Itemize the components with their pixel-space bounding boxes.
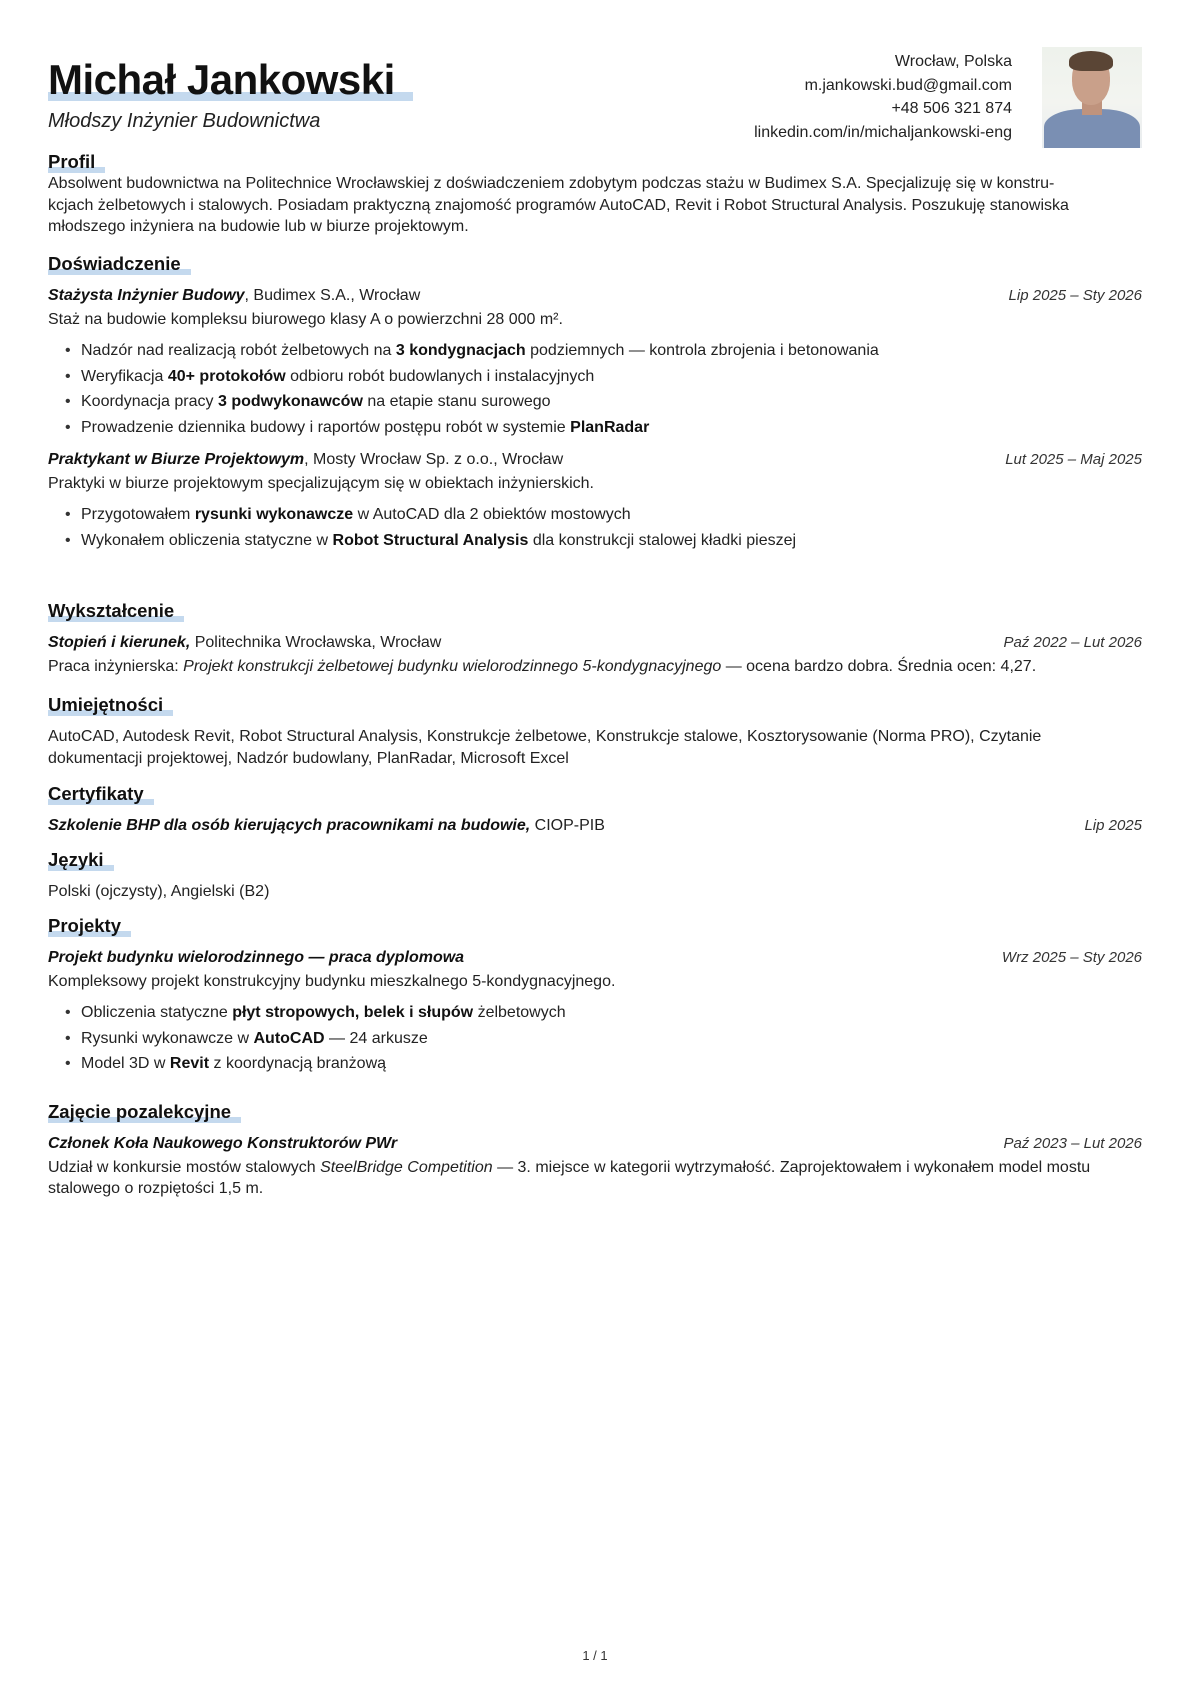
education-date: Paź 2022 – Lut 2026 [1003,634,1142,651]
section-title-profile [48,151,1142,173]
skills-line: AutoCAD, Autodesk Revit, Robot Structural Analysis, Konstrukcje żelbetowe, Konstrukcje stalowe, Kosztorysowanie (Norma PRO), Czytanie [48,728,1042,745]
job-bullets [48,338,1142,440]
bullet-text: Obliczenia statyczne [81,1004,233,1021]
section-title-education [48,600,1142,622]
activity-date: Paź 2023 – Lut 2026 [1003,1135,1142,1152]
section-title-experience [48,253,1142,275]
project-date: Wrz 2025 – Sty 2026 [1001,949,1142,966]
job-title: Młodszy Inżynier Budownictwa [48,110,321,132]
section-title-text: Zajęcie pozalekcyjne [48,1101,232,1122]
contact-linkedin[interactable]: linkedin.com/in/michaljankowski-eng [754,123,1012,141]
activity-line [48,1157,1142,1179]
contact-email[interactable]: m.jankowski.bud@gmail.com [804,76,1012,94]
certificate-issuer: CIOP-PIB [530,817,605,834]
job-company: , Budimex S.A., Wrocław [244,287,421,304]
bullet-item [48,338,1142,364]
bullet-text: — 24 arkusze [324,1029,428,1047]
bullet-bold: płyt stropowych, belek i słupów [232,1004,474,1021]
section-extracurricular [48,1101,1142,1200]
section-certificates [48,783,1142,837]
certificate-date: Lip 2025 [1084,817,1142,834]
section-profile [48,151,1142,238]
section-title-extracurricular [48,1101,1142,1123]
section-title-text: Wykształcenie [48,600,175,621]
education-thesis [48,656,1142,678]
bullet-text: Przygotowałem [81,506,195,523]
bullet-bold: 3 kondygnacjach [395,342,526,359]
bullet-text: Weryfikacja [81,367,168,385]
activity-description [48,1157,1142,1200]
bullet-item [48,502,1142,528]
activity-name: Członek Koła Naukowego Konstruktorów PWr [48,1135,398,1152]
profile-line: młodszego inżyniera na budowie lub w biurze projektowym. [48,218,469,235]
section-experience [48,253,1142,553]
skills-list [48,726,1142,769]
bullet-text: z koordynacją branżową [209,1055,387,1072]
job-entry [48,449,1142,553]
bullet-text: w AutoCAD dla 2 obiektów mostowych [353,506,631,523]
resume-header [48,53,1142,156]
bullet-item [48,1026,1142,1052]
contact-info [754,50,1012,144]
certificate-name: Szkolenie BHP dla osób kierujących pracownikami na budowie, [48,817,531,834]
job-role: Praktykant w Biurze Projektowym [48,451,305,468]
thesis-label: Praca inżynierska: [48,657,184,675]
section-title-text: Certyfikaty [48,783,144,804]
profile-summary [48,173,1142,238]
bullet-item [48,364,1142,390]
project-bullets [48,1000,1142,1077]
section-title-text: Doświadczenie [48,253,181,274]
bullet-text: na etapie stanu surowego [362,393,551,410]
bullet-bold: 40+ protokołów [167,367,286,385]
project-header [48,947,1142,969]
bullet-item [48,1000,1142,1026]
bullet-bold: Robot Structural Analysis [332,531,529,549]
bullet-bold: PlanRadar [570,418,650,436]
project-name: Projekt budynku wielorodzinnego — praca dyplomowa [48,949,465,966]
section-title-certificates [48,783,1142,805]
section-title-text: Umiejętności [48,694,164,715]
bullet-bold: rysunki wykonawcze [194,506,354,523]
bullet-text: dla konstrukcji stalowej kładki pieszej [528,531,797,549]
competition-name: SteelBridge Competition [320,1158,493,1176]
bullet-bold: 3 podwykonawców [217,393,363,410]
job-date: Lip 2025 – Sty 2026 [1008,287,1142,304]
section-title-text: Projekty [48,915,122,936]
certificate-entry [48,815,1142,837]
activity-line: stalowego o rozpiętości 1,5 m. [48,1180,264,1197]
bullet-text: podziemnych — kontrola zbrojenia i betonowania [525,342,879,359]
bullet-item [48,389,1142,415]
bullet-text: Nadzór nad realizacją robót żelbetowych na [81,342,396,359]
thesis-result: — ocena bardzo dobra. Średnia ocen: 4,27. [721,657,1037,675]
bullet-text: Rysunki wykonawcze w [81,1029,254,1047]
activity-text: — 3. miejsce w kategorii wytrzymałość. Zaprojektowałem i wykonałem model mostu [492,1158,1091,1176]
bullet-text: Koordynacja pracy [81,393,218,410]
contact-phone[interactable]: +48 506 321 874 [891,100,1012,117]
job-description: Staż na budowie kompleksu biurowego klasy A o powierzchni 28 000 m². [48,310,563,328]
job-role: Stażysta Inżynier Budowy [48,287,245,304]
page-number: 1 / 1 [582,1648,608,1663]
bullet-text: odbioru robót budowlanych i instalacyjnych [285,367,595,385]
section-title-text: Języki [48,849,104,870]
job-header [48,449,1142,471]
education-header [48,632,1142,654]
section-skills [48,694,1142,769]
job-header [48,285,1142,307]
name-block [48,56,413,133]
bullet-bold: AutoCAD [253,1029,325,1047]
bullet-item [48,528,1142,554]
thesis-title: Projekt konstrukcji żelbetowej budynku wielorodzinnego 5-kondygnacyjnego [183,657,722,675]
photo-hair [1069,51,1113,71]
job-description: Praktyki w biurze projektowym specjalizującym się w obiektach inżynierskich. [48,474,594,492]
section-title-projects [48,915,1142,937]
section-projects [48,915,1142,1077]
section-title-skills [48,694,1142,716]
bullet-item [48,1051,1142,1077]
section-title-languages [48,849,1142,871]
bullet-bold: Revit [169,1055,210,1072]
job-bullets [48,502,1142,553]
profile-line: Absolwent budownictwa na Politechnice Wrocławskiej z doświadczeniem zdobytym podczas stażu w Budimex S.A. Specjalizuję się w konstru- [48,175,1055,192]
project-description: Kompleksowy projekt konstrukcyjny budynku mieszkalnego 5-kondygnacyjnego. [48,972,616,990]
candidate-name: Michał Jankowski [48,56,413,104]
profile-line: kcjach żelbetowych i stalowych. Posiadam praktyczną znajomość programów AutoCAD, Revit i Robot Structural Analysis. Poszukuję stanowiska [48,196,1069,214]
section-languages [48,849,1142,903]
skills-line: dokumentacji projektowej, Nadzór budowlany, PlanRadar, Microsoft Excel [48,749,569,767]
section-education [48,600,1142,677]
bullet-text: Prowadzenie dziennika budowy i raportów postępu robót w systemie [81,418,571,436]
profile-photo [1042,47,1142,148]
section-title-text: Profil [48,151,96,172]
education-school: Politechnika Wrocławska, Wrocław [190,634,442,651]
bullet-text: Wykonałem obliczenia statyczne w [81,531,333,549]
activity-text: Udział w konkursie mostów stalowych [48,1158,321,1176]
languages-list: Polski (ojczysty), Angielski (B2) [48,883,270,900]
bullet-text: żelbetowych [473,1004,566,1021]
contact-location: Wrocław, Polska [894,53,1012,70]
bullet-item [48,415,1142,441]
job-date: Lut 2025 – Maj 2025 [1005,451,1142,468]
activity-header [48,1133,1142,1155]
education-degree: Stopień i kierunek, [48,634,191,651]
job-company: , Mosty Wrocław Sp. z o.o., Wrocław [304,451,564,468]
job-entry [48,285,1142,440]
bullet-text: Model 3D w [81,1055,170,1072]
